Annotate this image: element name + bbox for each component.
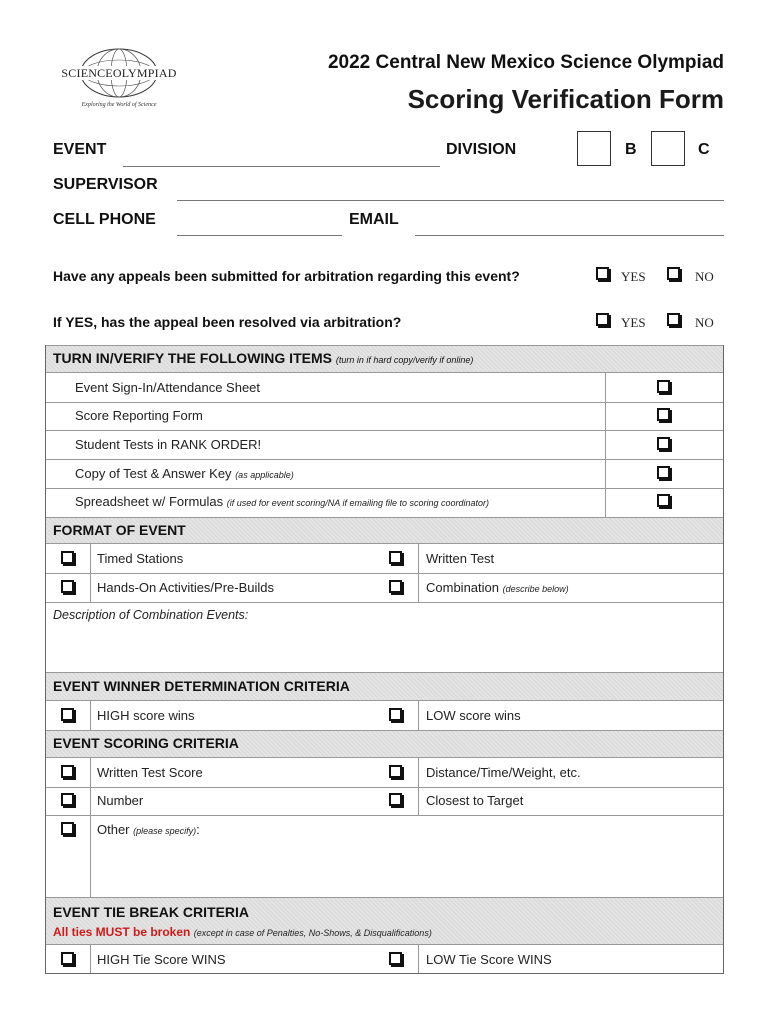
email-label: EMAIL bbox=[349, 211, 399, 228]
turn-in-title: TURN IN/VERIFY THE FOLLOWING ITEMS (turn in if hard copy/verify if online) bbox=[53, 350, 474, 366]
event-label: EVENT bbox=[53, 141, 107, 158]
turn-in-item: Copy of Test & Answer Key (as applicable) bbox=[75, 466, 294, 481]
tie-break-title: EVENT TIE BREAK CRITERIA bbox=[53, 904, 250, 920]
page-title: 2022 Central New Mexico Science Olympiad bbox=[327, 52, 724, 73]
scoring-title: EVENT SCORING CRITERIA bbox=[53, 735, 239, 751]
combination-description-label: Description of Combination Events: bbox=[53, 608, 249, 622]
other-checkbox[interactable] bbox=[61, 822, 74, 835]
timed-stations-checkbox[interactable] bbox=[61, 551, 74, 564]
no-label: NO bbox=[695, 269, 714, 284]
written-score-label: Written Test Score bbox=[97, 765, 203, 780]
appeal-2-yes-checkbox[interactable] bbox=[596, 313, 609, 326]
high-score-label: HIGH score wins bbox=[97, 708, 195, 723]
turn-in-checkbox[interactable] bbox=[657, 408, 670, 421]
event-field[interactable] bbox=[123, 166, 440, 167]
appeal-2-no-checkbox[interactable] bbox=[667, 313, 680, 326]
written-test-checkbox[interactable] bbox=[389, 551, 402, 564]
appeal-1-no-checkbox[interactable] bbox=[667, 267, 680, 280]
division-c-box[interactable] bbox=[651, 131, 685, 166]
turn-in-item: Spreadsheet w/ Formulas (if used for event scoring/NA if emailing file to scoring coordinator) bbox=[75, 494, 490, 509]
turn-in-checkbox[interactable] bbox=[657, 466, 670, 479]
supervisor-label: SUPERVISOR bbox=[53, 176, 158, 193]
turn-in-item: Score Reporting Form bbox=[75, 408, 203, 423]
number-checkbox[interactable] bbox=[61, 793, 74, 806]
distance-checkbox[interactable] bbox=[389, 765, 402, 778]
combination-label: Combination (describe below) bbox=[426, 580, 569, 595]
written-score-checkbox[interactable] bbox=[61, 765, 74, 778]
low-tie-checkbox[interactable] bbox=[389, 952, 402, 965]
low-score-checkbox[interactable] bbox=[389, 708, 402, 721]
hands-on-label: Hands-On Activities/Pre-Builds bbox=[97, 580, 275, 595]
division-b-label: B bbox=[625, 141, 637, 158]
science-olympiad-logo bbox=[56, 46, 182, 116]
no-label: NO bbox=[695, 315, 714, 330]
cell-phone-label: CELL PHONE bbox=[53, 211, 156, 228]
email-field[interactable] bbox=[415, 235, 724, 236]
turn-in-item: Student Tests in RANK ORDER! bbox=[75, 437, 262, 452]
division-b-box[interactable] bbox=[577, 131, 611, 166]
tie-break-warning: All ties MUST be broken (except in case of Penalties, No-Shows, & Disqualifications) bbox=[53, 925, 432, 939]
logo-name: SCIENCEOLYMPIAD bbox=[61, 66, 177, 80]
winner-title: EVENT WINNER DETERMINATION CRITERIA bbox=[53, 678, 350, 694]
high-tie-label: HIGH Tie Score WINS bbox=[97, 952, 226, 967]
distance-label: Distance/Time/Weight, etc. bbox=[426, 765, 581, 780]
turn-in-item: Event Sign-In/Attendance Sheet bbox=[75, 380, 261, 395]
appeal-1-yes-checkbox[interactable] bbox=[596, 267, 609, 280]
combination-checkbox[interactable] bbox=[389, 580, 402, 593]
yes-label: YES bbox=[621, 315, 646, 330]
low-tie-label: LOW Tie Score WINS bbox=[426, 952, 552, 967]
turn-in-checkbox[interactable] bbox=[657, 380, 670, 393]
turn-in-checkbox[interactable] bbox=[657, 437, 670, 450]
timed-stations-label: Timed Stations bbox=[97, 551, 184, 566]
appeal-question-2: If YES, has the appeal been resolved via arbitration? bbox=[53, 314, 402, 330]
written-test-label: Written Test bbox=[426, 551, 495, 566]
logo-tagline: Exploring the World of Science bbox=[81, 102, 157, 108]
number-label: Number bbox=[97, 793, 144, 808]
high-tie-checkbox[interactable] bbox=[61, 952, 74, 965]
closest-label: Closest to Target bbox=[426, 793, 524, 808]
other-label: Other (please specify): bbox=[97, 822, 200, 837]
form-title: Scoring Verification Form bbox=[407, 84, 724, 114]
high-score-checkbox[interactable] bbox=[61, 708, 74, 721]
cell-phone-field[interactable] bbox=[177, 235, 342, 236]
closest-checkbox[interactable] bbox=[389, 793, 402, 806]
yes-label: YES bbox=[621, 269, 646, 284]
supervisor-field[interactable] bbox=[177, 200, 724, 201]
hands-on-checkbox[interactable] bbox=[61, 580, 74, 593]
format-title: FORMAT OF EVENT bbox=[53, 522, 186, 538]
low-score-label: LOW score wins bbox=[426, 708, 521, 723]
division-label: DIVISION bbox=[446, 141, 517, 158]
turn-in-checkbox[interactable] bbox=[657, 494, 670, 507]
division-c-label: C bbox=[698, 141, 710, 158]
appeal-question-1: Have any appeals been submitted for arbitration regarding this event? bbox=[53, 268, 520, 284]
